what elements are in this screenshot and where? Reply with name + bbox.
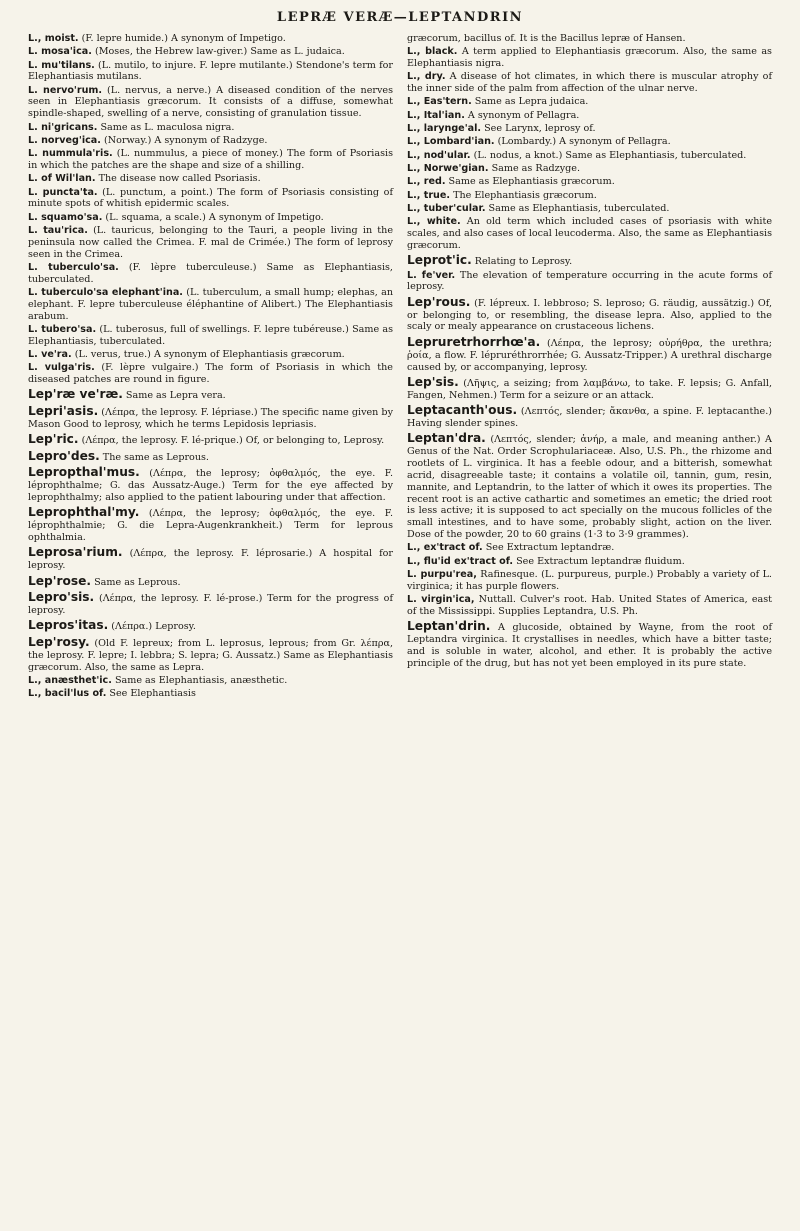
entry-definition: (F. lèpre tuberculeuse.) Same as Elephantiasis, tuberculated. <box>28 261 393 285</box>
dictionary-entry <box>28 212 393 224</box>
entry-headword: L., Eas'tern. <box>407 96 472 108</box>
entry-definition: The Elephantiasis græcorum. <box>450 189 597 201</box>
dictionary-entry <box>407 542 772 554</box>
dictionary-entry <box>28 362 393 386</box>
dictionary-entry <box>407 253 772 268</box>
entry-definition: (L. tuberosus, full of swellings. F. lepre tubéreuse.) Same as Elephantiasis, tuberculated. <box>28 323 393 347</box>
dictionary-entry <box>407 163 772 175</box>
entry-definition: (Λέπρα, the leprosy. F. lé-prique.) Of, or belonging to, Leprosy. <box>78 435 385 447</box>
entry-headword: L., moist. <box>28 33 79 44</box>
dictionary-entry <box>28 46 393 58</box>
dictionary-entry <box>407 110 772 122</box>
columns <box>28 33 772 702</box>
entry-definition: (L. mutilo, to injure. F. lepre mutilante.) Stendone's term for Elephantiasis mutilans. <box>28 59 394 83</box>
dictionary-entry <box>28 135 393 147</box>
dictionary-entry <box>28 449 393 464</box>
entry-headword: L., red. <box>407 176 446 188</box>
entry-definition: (Λέπρα, the leprosy; ὀφθαλμός, the eye. F. léprophthalmie; G. die Lepra-Augenkrankheit.) Term for leprous ophthalmia. <box>28 508 393 543</box>
dictionary-entry <box>28 148 393 172</box>
entry-headword: L. nervo'rum. <box>28 84 103 96</box>
dictionary-entry <box>28 324 393 348</box>
dictionary-entry <box>407 335 772 374</box>
dictionary-entry <box>28 432 393 447</box>
entry-definition: (Λέπρα, the leprosy. F. léprosarie.) A hospital for leprosy. <box>28 548 393 572</box>
entry-definition: (Old F. lepreux; from L. leprosus, leprous; from Gr. λέπρα, the leprosy. F. lepre; I. lebbra; S. lepra; G. Aussatz.) Same as Elephantiasis græcorum. Also, the same as Lepra. <box>28 637 393 673</box>
entry-definition: (L. tauricus, belonging to the Tauri, a people living in the peninsula now called the Crimea. F. mal de Crimée.) The form of leprosy seen in the Crimea. <box>28 224 394 260</box>
entry-headword: L., true. <box>407 189 451 201</box>
entry-headword: Lepropthal'mus. <box>28 465 140 480</box>
entry-definition: Same as Radzyge. <box>488 162 581 174</box>
entry-definition: A synonym of Pellagra. <box>464 109 580 121</box>
entry-headword: L., Ital'ian. <box>407 109 465 121</box>
entry-definition: Same as Elephantiasis græcorum. <box>445 176 615 188</box>
entry-definition: (Λέπρα, the leprosy. F. lépriase.) The specific name given by Mason Good to leprosy, which he terms Lepidosis lepriasis. <box>28 406 393 430</box>
entry-headword: L., dry. <box>407 71 446 83</box>
entry-definition: Same as Elephantiasis, anæsthetic. <box>111 674 288 686</box>
entry-headword: L., larynge'al. <box>407 123 482 135</box>
entry-headword: Lepruretrhorrhœ'a. <box>407 334 541 349</box>
entry-definition: (L. squama, a scale.) A synonym of Impetigo. <box>102 211 324 223</box>
entry-headword: Lep'ric. <box>28 432 79 447</box>
dictionary-entry <box>28 122 393 134</box>
entry-headword: L. tubero'sa. <box>28 323 97 335</box>
entry-headword: L., tuber'cular. <box>407 202 486 214</box>
dictionary-entry <box>407 96 772 108</box>
dictionary-entry <box>407 569 772 593</box>
running-head: LEPRÆ VERÆ—LEPTANDRIN <box>276 10 524 25</box>
entry-headword: Lep'rosy. <box>28 634 90 649</box>
dictionary-entry <box>407 136 772 148</box>
entry-headword: Leptan'drin. <box>407 619 491 634</box>
entry-headword: L., ex'tract of. <box>407 542 483 554</box>
entry-definition: The same as Leprous. <box>99 451 209 463</box>
entry-definition: A disease of hot climates, in which there is muscular atrophy of the inner side of the palm from affection of the ulnar nerve. <box>407 71 773 95</box>
entry-definition: (L. nervus, a nerve.) A diseased condition of the nerves seen in Elephantiasis græcorum. It consists of a diffuse, somewhat spindle-shaped, swelling of a nerve, consisting of granulation tissue. <box>28 84 393 120</box>
entry-headword: L. norveg'ica. <box>28 134 101 146</box>
entry-headword: L. tuberculo'sa. <box>28 261 119 273</box>
entry-headword: L. fe'ver. <box>407 269 456 281</box>
entry-headword: L., Norwe'gian. <box>407 162 489 174</box>
entry-definition: See Elephantiasis <box>106 688 196 700</box>
right-column <box>407 33 772 702</box>
entry-definition: Same as Lepra judaica. <box>471 96 589 108</box>
dictionary-entry <box>28 465 393 504</box>
entry-definition: See Extractum leptandræ fluidum. <box>513 555 685 567</box>
entry-headword: L., white. <box>407 216 461 228</box>
dictionary-entry <box>407 46 772 70</box>
entry-definition: Same as L. maculosa nigra. <box>97 121 235 133</box>
entry-definition: The disease now called Psoriasis. <box>95 173 261 185</box>
dictionary-entry <box>407 556 772 568</box>
entry-headword: Lep'ræ ve'ræ. <box>28 387 123 402</box>
entry-headword: Leprosa'rium. <box>28 545 123 560</box>
entry-headword: Lepro'des. <box>28 448 100 463</box>
entry-headword: L. virgin'ica, <box>407 593 475 605</box>
entry-headword: Leprot'ic. <box>407 253 472 268</box>
entry-definition: Nuttall. Culver's root. Hab. United States of America, east of the Mississippi. Supplies Leptandra, U.S. Ph. <box>407 593 772 617</box>
dictionary-entry <box>28 60 393 84</box>
entry-definition: The elevation of temperature occurring in the acute forms of leprosy. <box>407 269 773 293</box>
entry-headword: Leptacanth'ous. <box>407 403 518 418</box>
entry-definition: An old term which included cases of psoriasis with white scales, and also cases of local leucoderma. Also, the same as Elephantiasis græcorum. <box>407 216 772 251</box>
entry-headword: L., black. <box>407 46 458 58</box>
entry-headword: L. squamo'sa. <box>28 211 103 223</box>
dictionary-entry <box>28 225 393 260</box>
dictionary-entry <box>407 431 772 540</box>
entry-definition: (Λέπρα.) Leprosy. <box>108 621 196 633</box>
entry-headword: Lepros'itas. <box>28 618 109 633</box>
dictionary-entry <box>28 33 393 45</box>
entry-definition: (F. lépreux. I. lebbroso; S. leproso; G. räudig, aussätzig.) Of, or belonging to, or resembling, the disease lepra. Also, applied to the scaly or mealy appearance on crustaceous lichens. <box>407 297 772 333</box>
entry-definition: See Larynx, leprosy of. <box>481 123 596 135</box>
entry-headword: Lepro'sis. <box>28 590 95 605</box>
dictionary-entry <box>28 187 393 211</box>
entry-headword: L. of Wil'lan. <box>28 173 96 185</box>
dictionary-entry <box>28 574 393 589</box>
dictionary-entry <box>28 545 393 572</box>
dictionary-entry <box>407 176 772 188</box>
entry-headword: L., nod'ular. <box>407 149 471 161</box>
left-column <box>28 33 393 702</box>
entry-headword: Lepri'asis. <box>28 403 99 418</box>
entry-headword: Lep'rous. <box>407 294 471 309</box>
entry-headword: L. puncta'ta. <box>28 186 98 198</box>
dictionary-entry <box>28 262 393 286</box>
entry-definition: Relating to Leprosy. <box>471 256 573 268</box>
dictionary-entry <box>28 590 393 617</box>
entry-definition: (Λέπρα, the leprosy; οὐρήθρα, the urethra; ῥοία, a flow. F. lépruréthrorrhée; G. Aussatz-Tripper.) A urethral discharge caused by, or accompanying, leprosy. <box>407 337 772 373</box>
dictionary-entry <box>28 618 393 633</box>
entry-definition: (Lombardy.) A synonym of Pellagra. <box>494 136 671 148</box>
entry-definition: (L. punctum, a point.) The form of Psoriasis consisting of minute spots of whitish epidermic scales. <box>28 186 393 210</box>
dictionary-entry <box>28 688 393 700</box>
dictionary-entry <box>407 619 772 669</box>
dictionary-entry <box>28 635 393 674</box>
entry-headword: Lep'rose. <box>28 573 92 588</box>
entry-definition: Rafinesque. (L. purpureus, purple.) Probably a variety of L. virginica; it has purple flowers. <box>407 568 772 592</box>
entry-definition: See Extractum leptandræ. <box>482 542 615 554</box>
dictionary-entry <box>28 387 393 402</box>
entry-headword: L. ni'gricans. <box>28 121 98 133</box>
dictionary-entry <box>407 203 772 215</box>
entry-headword: L. tau'rica. <box>28 224 88 236</box>
entry-definition: (L. tuberculum, a small hump; elephas, an elephant. F. lepre tuberculeuse éléphantine of Alibert.) The Elephantiasis arabum. <box>28 286 394 322</box>
entry-headword: L. tuberculo'sa elephant'ina. <box>28 286 183 298</box>
entry-definition: (L. verus, true.) A synonym of Elephantiasis græcorum. <box>71 348 345 360</box>
dictionary-entry <box>407 190 772 202</box>
dictionary-entry <box>28 287 393 322</box>
entry-definition: (Norway.) A synonym of Radzyge. <box>100 134 268 146</box>
entry-definition: A glucoside, obtained by Wayne, from the root of Leptandra virginica. It crystallises in needles, which have a bitter taste; and is soluble in water, alcohol, and ether. It is probably the active principle of the drug, but has not yet been employed in its pure state. <box>407 622 772 669</box>
entry-headword: L. vulga'ris. <box>28 362 95 374</box>
entry-definition: (F. lepre humide.) A synonym of Impetigo. <box>78 33 286 44</box>
dictionary-entry <box>407 71 772 95</box>
entry-definition: græcorum, bacillus of. It is the Bacillus lepræ of Hansen. <box>407 33 686 44</box>
dictionary-entry <box>407 594 772 618</box>
entry-headword: L. nummula'ris. <box>28 148 113 160</box>
entry-headword: L. mosa'ica. <box>28 46 92 58</box>
entry-definition: (Λεπτός, slender; ἄκανθα, a spine. F. leptacanthe.) Having slender spines. <box>407 406 772 430</box>
entry-definition: Same as Leprous. <box>91 576 181 588</box>
entry-headword: L., flu'id ex'tract of. <box>407 555 514 567</box>
dictionary-entry <box>28 404 393 431</box>
entry-definition: (F. lèpre vulgaire.) The form of Psoriasis in which the diseased patches are round in figure. <box>28 362 393 386</box>
entry-definition: (Λῆψις, a seizing; from λαμβάνω, to take. F. lepsis; G. Anfall, Fangen, Nehmen.) Term for a seizure or an attack. <box>407 377 772 401</box>
dictionary-entry <box>28 173 393 185</box>
entry-definition: Same as Elephantiasis, tuberculated. <box>485 202 670 214</box>
entry-headword: L. ve'ra. <box>28 348 72 360</box>
dictionary-entry <box>28 675 393 687</box>
entry-definition: (Λεπτός, slender; ἀνήρ, a male, and meaning anther.) A Genus of the Nat. Order Scrophulariaceæ. Also, U.S. Ph., the rhizome and rootlets of L. virginica. It has a feeble odour, and a bitterish, somewhat acrid, disagreeable taste; it contains a volatile oil, tannin, gum, resin, mannite, and Leptandrin, to the latter of which it owes its properties. The recent root is an active cathartic and sometimes an emetic; the dried root is less active; it is supposed to act specially on the mucous follicles of the small intestines, and to have some, probably slight, action on the liver. Dose of the powder, 20 to 60 grains (1·3 to 3·9 grammes). <box>407 434 772 540</box>
dictionary-entry <box>28 349 393 361</box>
entry-headword: L., Lombard'ian. <box>407 136 495 148</box>
entry-headword: Leptan'dra. <box>407 431 486 446</box>
entry-headword: L. purpu'rea, <box>407 568 477 580</box>
entry-definition: A term applied to Elephantiasis græcorum. Also, the same as Elephantiasis nigra. <box>407 46 772 70</box>
entry-headword: L., bacil'lus of. <box>28 688 107 700</box>
entry-headword: Lep'sis. <box>407 374 459 389</box>
dictionary-entry <box>407 270 772 294</box>
entry-definition: (Moses, the Hebrew law-giver.) Same as L. judaica. <box>91 46 345 58</box>
entry-headword: Leprophthal'my. <box>28 505 140 520</box>
dictionary-entry <box>28 85 393 120</box>
entry-definition: (Λέπρα, the leprosy; ὀφθαλμός, the eye. F. léprophthalme; G. das Aussatz-Auge.) Term for the eye affected by leprophthalmy; also applied to the patient labouring under that affection. <box>28 468 393 503</box>
dictionary-entry <box>407 295 772 334</box>
dictionary-entry <box>407 375 772 402</box>
entry-definition: Same as Lepra vera. <box>122 390 226 402</box>
entry-definition: (Λέπρα, the leprosy. F. lé-prose.) Term for the progress of leprosy. <box>28 593 393 617</box>
entry-definition: (L. nodus, a knot.) Same as Elephantiasis, tuberculated. <box>470 149 747 161</box>
dictionary-entry <box>407 123 772 135</box>
dictionary-entry <box>407 216 772 251</box>
dictionary-entry <box>407 33 772 45</box>
dictionary-entry <box>407 403 772 430</box>
entry-headword: L., anæsthet'ic. <box>28 674 112 686</box>
dictionary-entry <box>28 505 393 544</box>
entry-headword: L. mu'tilans. <box>28 59 95 71</box>
dictionary-entry <box>407 150 772 162</box>
entry-definition: (L. nummulus, a piece of money.) The form of Psoriasis in which the patches are the shape and size of a shilling. <box>28 148 393 171</box>
